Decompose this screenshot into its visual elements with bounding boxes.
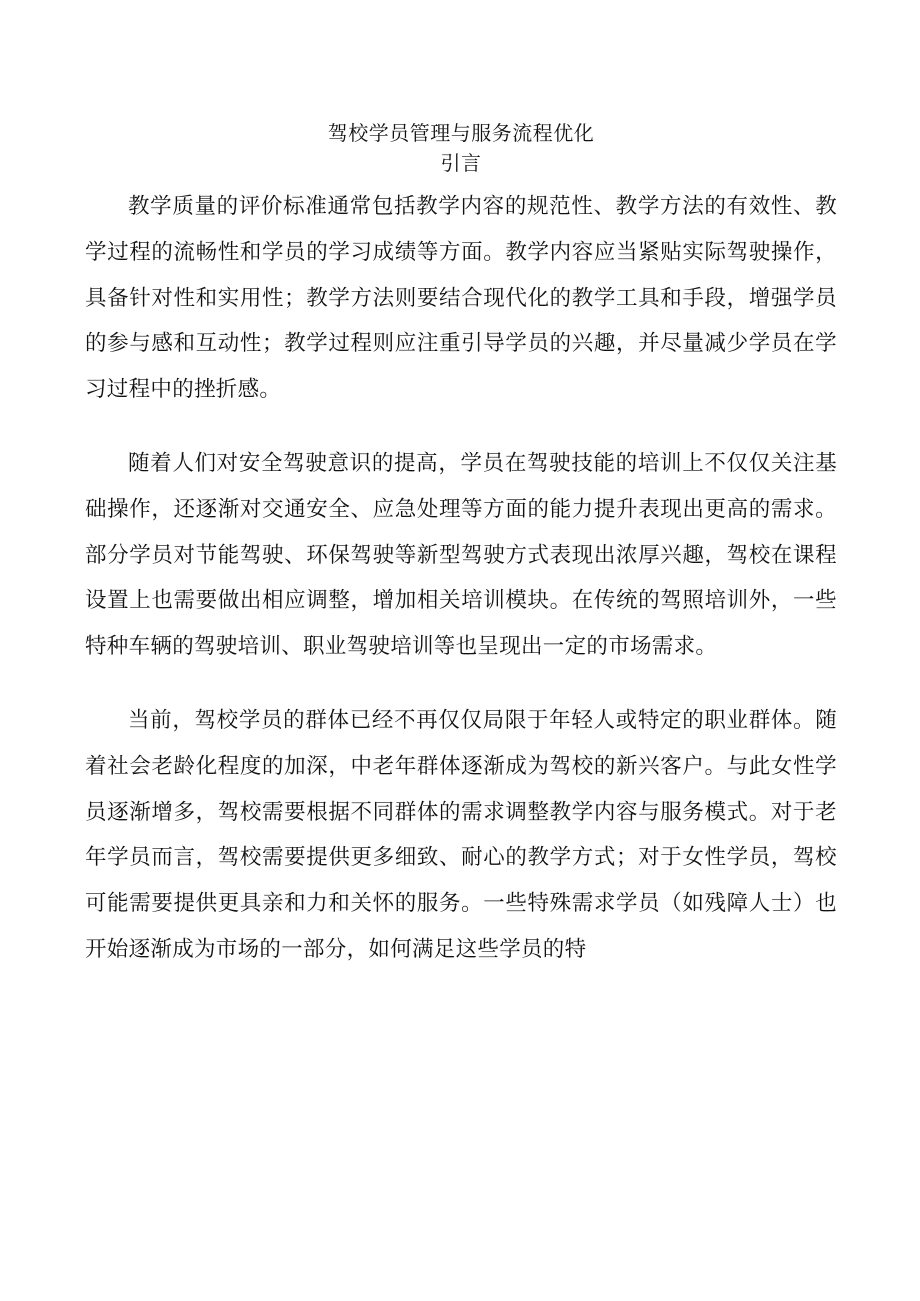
document-title: 驾校学员管理与服务流程优化 (327, 121, 595, 145)
section-heading: 引言 (440, 151, 482, 175)
paragraph-2: 随着人们对安全驾驶意识的提高，学员在驾驶技能的培训上不仅仅关注基础操作，还逐渐对交通安全、应急处理等方面的能力提升表现出更高的需求。部分学员对节能驾驶、环保驾驶等新型驾驶方式表现出浓厚兴趣，驾校在课程设置上也需要做出相应调整，增加相关培训模块。在传统的驾照培训外，一些特种车辆的驾驶培训、职业驾驶培训等也呈现出一定的市场需求。 (85, 450, 837, 660)
paragraph-3: 当前，驾校学员的群体已经不再仅仅局限于年轻人或特定的职业群体。随着社会老龄化程度的加深，中老年群体逐渐成为驾校的新兴客户。与此女性学员逐渐增多，驾校需要根据不同群体的需求调整教学内容与服务模式。对于老年学员而言，驾校需要提供更多细致、耐心的教学方式；对于女性学员，驾校可能需要提供更具亲和力和关怀的服务。一些特殊需求学员（如残障人士）也开始逐渐成为市场的一部分，如何满足这些学员的特 (85, 707, 837, 962)
document-body (85, 118, 837, 1001)
paragraph-1: 教学质量的评价标准通常包括教学内容的规范性、教学方法的有效性、教学过程的流畅性和学员的学习成绩等方面。教学内容应当紧贴实际驾驶操作，具备针对性和实用性；教学方法则要结合现代化的教学工具和手段，增强学员的参与感和互动性；教学过程则应注重引导学员的兴趣，并尽量减少学员在学习过程中的挫折感。 (85, 194, 837, 403)
